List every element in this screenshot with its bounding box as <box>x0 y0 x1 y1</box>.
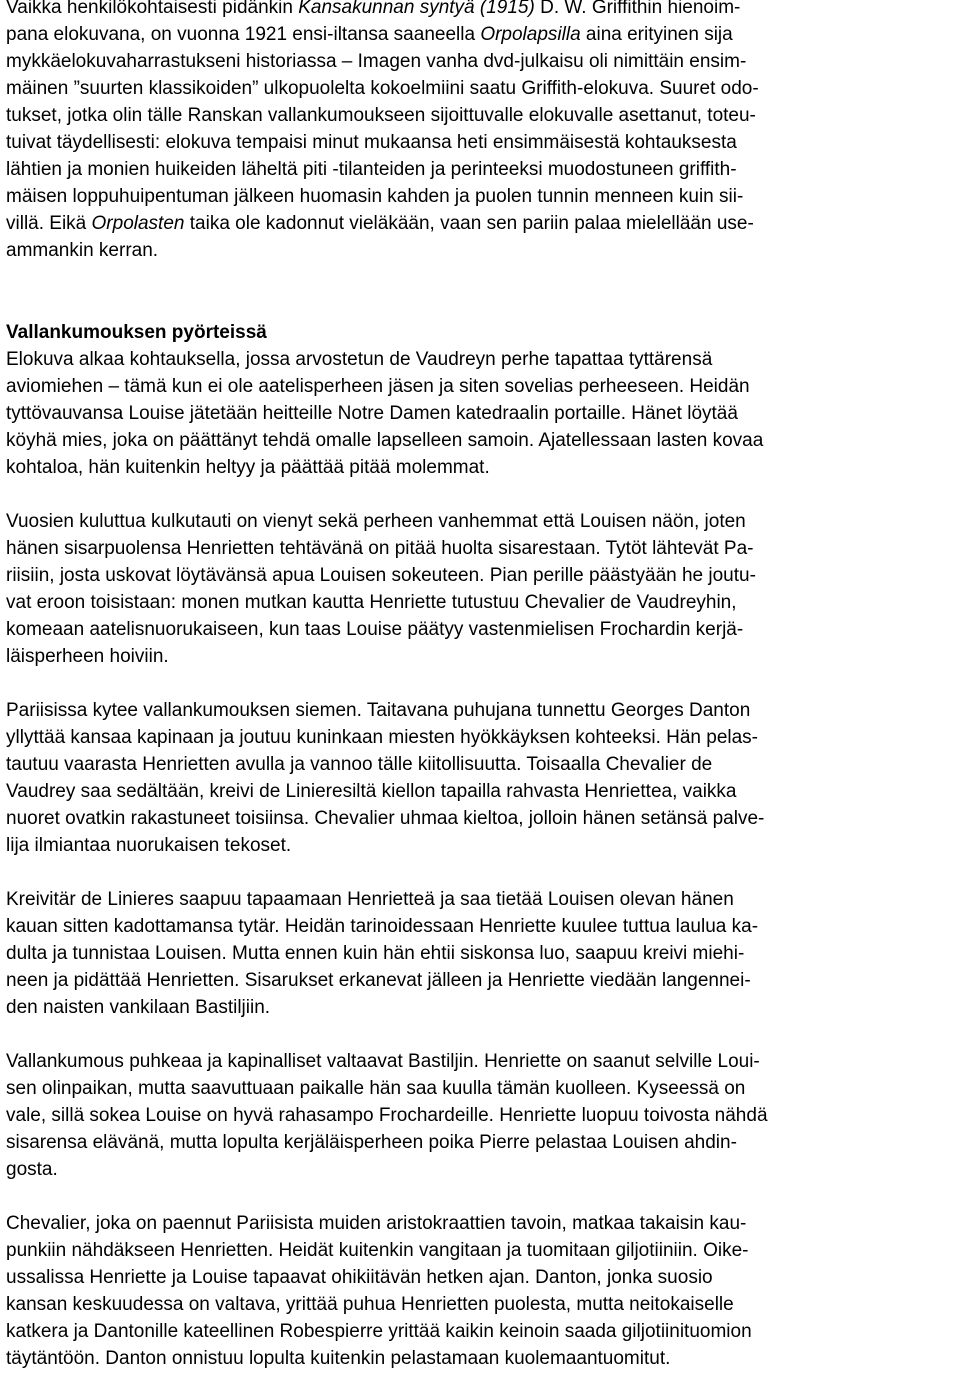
section-body <box>6 346 956 1372</box>
paragraph-line: komeaan aatelisnuorukaiseen, kun taas Louise päätyy vastenmielisen Frochardin kerjä- <box>6 619 744 640</box>
paragraph-spacer <box>6 1183 956 1210</box>
paragraph-line: tautuu vaarasta Henrietten avulla ja vannoo tälle kiitollisuutta. Toisaalla Chevalier de <box>6 754 713 775</box>
paragraph-line: Vuosien kuluttua kulkutauti on vienyt sekä perheen vanhemmat että Louisen näön, joten <box>6 511 746 532</box>
intro-line <box>6 75 956 102</box>
intro-paragraph <box>6 0 956 264</box>
paragraph-line: kohtaloa, hän kuitenkin heltyy ja päättää pitää molemmat. <box>6 457 490 478</box>
body-paragraph <box>6 508 956 670</box>
body-paragraph <box>6 1048 956 1183</box>
intro-text-segment: Orpolapsilla <box>480 24 581 45</box>
paragraph-line: Vaudrey saa sedältään, kreivi de Linieresiltä kiellon tapailla rahvasta Henriettea, vaikka <box>6 781 737 802</box>
intro-line <box>6 237 956 264</box>
paragraph-spacer <box>6 1021 956 1048</box>
intro-text-segment: lähtien ja monien huikeiden läheltä piti -tilanteiden ja perinteeksi muodostuneen griffith- <box>6 159 737 180</box>
intro-line <box>6 48 956 75</box>
paragraph-line: katkera ja Dantonille kateellinen Robespierre yrittää kaikin keinoin saada giljotiinituomion <box>6 1321 752 1342</box>
paragraph-spacer <box>6 859 956 886</box>
paragraph-spacer <box>6 481 956 508</box>
spacer <box>6 264 956 319</box>
paragraph-line: Kreivitär de Linieres saapuu tapaamaan Henrietteä ja saa tietää Louisen olevan hänen <box>6 889 734 910</box>
paragraph-line: läisperheen hoiviin. <box>6 646 169 667</box>
intro-line <box>6 102 956 129</box>
section-heading: Vallankumouksen pyörteissä <box>6 322 267 343</box>
paragraph-line: tyttövauvansa Louise jätetään heitteille Notre Damen katedraalin portaille. Hänet löytää <box>6 403 738 424</box>
intro-text-segment: Orpolasten <box>91 213 185 234</box>
paragraph-line: Vallankumous puhkeaa ja kapinalliset valtaavat Bastiljin. Henriette on saanut selville Loui- <box>6 1051 760 1072</box>
body-paragraph <box>6 1210 956 1372</box>
paragraph-line: nuoret ovatkin rakastuneet toisiinsa. Chevalier uhmaa kieltoa, jolloin hänen setänsä palve- <box>6 808 765 829</box>
paragraph-line: den naisten vankilaan Bastiljiin. <box>6 997 271 1018</box>
intro-text-segment: aina erityinen sija <box>580 24 733 45</box>
intro-text-segment: mykkäelokuvaharrastukseni historiassa – Imagen vanha dvd-julkaisu oli nimittäin ensim- <box>6 51 747 72</box>
body-paragraph <box>6 886 956 1021</box>
intro-line <box>6 0 956 21</box>
paragraph-line: kansan keskuudessa on valtava, yrittää puhua Henrietten puolesta, mutta neitokaiselle <box>6 1294 734 1315</box>
intro-text-segment: villä. Eikä <box>6 213 92 234</box>
paragraph-line: Pariisissa kytee vallankumouksen siemen. Taitavana puhujana tunnettu Georges Danton <box>6 700 751 721</box>
intro-text-segment: tuivat täydellisesti: elokuva tempaisi minut mukaansa heti ensimmäisestä kohtauksesta <box>6 132 737 153</box>
paragraph-line: täytäntöön. Danton onnistuu lopulta kuitenkin pelastamaan kuolemaantuomitut. <box>6 1348 671 1369</box>
paragraph-line: ussalissa Henriette ja Louise tapaavat ohikiitävän hetken ajan. Danton, jonka suosio <box>6 1267 713 1288</box>
intro-text-segment: Vaikka henkilökohtaisesti pidänkin <box>6 0 299 18</box>
intro-line <box>6 210 956 237</box>
paragraph-line: lija ilmiantaa nuorukaisen tekoset. <box>6 835 292 856</box>
intro-text-segment: taika ole kadonnut vieläkään, vaan sen pariin palaa mielellään use- <box>184 213 754 234</box>
paragraph-line: Chevalier, joka on paennut Pariisista muiden aristokraattien tavoin, matkaa takaisin kau- <box>6 1213 747 1234</box>
paragraph-line: yllyttää kansaa kapinaan ja joutuu kuninkaan miesten hyökkäyksen kohteeksi. Hän pelas- <box>6 727 759 748</box>
paragraph-line: köyhä mies, joka on päättänyt tehdä omalle lapselleen samoin. Ajatellessaan lasten kovaa <box>6 430 764 451</box>
paragraph-line: hänen sisarpuolensa Henrietten tehtävänä on pitää huolta sisarestaan. Tytöt lähtevät Pa- <box>6 538 754 559</box>
paragraph-line: dulta ja tunnistaa Louisen. Mutta ennen kuin hän ehtii siskonsa luo, saapuu kreivi miehi- <box>6 943 745 964</box>
paragraph-line: Elokuva alkaa kohtauksella, jossa arvostetun de Vaudreyn perhe tapattaa tyttärensä <box>6 349 713 370</box>
paragraph-line: aviomiehen – tämä kun ei ole aatelisperheen jäsen ja siten sovelias perheeseen. Heidän <box>6 376 750 397</box>
intro-line <box>6 129 956 156</box>
paragraph-line: sisarensa elävänä, mutta lopulta kerjäläisperheen poika Pierre pelastaa Louisen ahdin- <box>6 1132 737 1153</box>
paragraph-line: punkiin nähdäkseen Henrietten. Heidät kuitenkin vangitaan ja tuomitaan giljotiiniin. Oike- <box>6 1240 749 1261</box>
intro-line <box>6 183 956 210</box>
document-page <box>6 0 956 1372</box>
intro-text-segment: ammankin kerran. <box>6 240 159 261</box>
paragraph-line: vat eroon toisistaan: monen mutkan kautta Henriette tutustuu Chevalier de Vaudreyhin, <box>6 592 737 613</box>
paragraph-line: riisiin, josta uskovat löytävänsä apua Louisen sokeuteen. Pian perille päästyään he joutu- <box>6 565 756 586</box>
paragraph-line: gosta. <box>6 1159 58 1180</box>
paragraph-line: kauan sitten kadottamansa tytär. Heidän tarinoidessaan Henriette kuulee tuttua laulua ka- <box>6 916 759 937</box>
intro-text-segment: D. W. Griffithin hienoim- <box>534 0 741 18</box>
intro-line <box>6 21 956 48</box>
intro-text-segment: pana elokuvana, on vuonna 1921 ensi-iltansa saaneella <box>6 24 481 45</box>
paragraph-line: vale, sillä sokea Louise on hyvä rahasampo Frochardeille. Henriette luopuu toivosta nähdä <box>6 1105 768 1126</box>
intro-text-segment: mäinen ”suurten klassikoiden” ulkopuolelta kokoelmiini saatu Griffith-elokuva. Suuret odo- <box>6 78 759 99</box>
paragraph-line: sen olinpaikan, mutta saavuttuaan paikalle hän saa kuulla tämän kuolleen. Kyseessä on <box>6 1078 746 1099</box>
intro-text-segment: Kansakunnan syntyä (1915) <box>298 0 535 18</box>
paragraph-line: neen ja pidättää Henrietten. Sisarukset erkanevat jälleen ja Henriette viedään langennei- <box>6 970 751 991</box>
intro-line <box>6 156 956 183</box>
paragraph-spacer <box>6 670 956 697</box>
body-paragraph <box>6 697 956 859</box>
intro-text-segment: tukset, jotka olin tälle Ranskan vallankumoukseen sijoittuvalle elokuvalle asettanut, toteu- <box>6 105 756 126</box>
intro-text-segment: mäisen loppuhuipentuman jälkeen huomasin kahden ja puolen tunnin menneen kuin sii- <box>6 186 744 207</box>
body-paragraph <box>6 346 956 481</box>
